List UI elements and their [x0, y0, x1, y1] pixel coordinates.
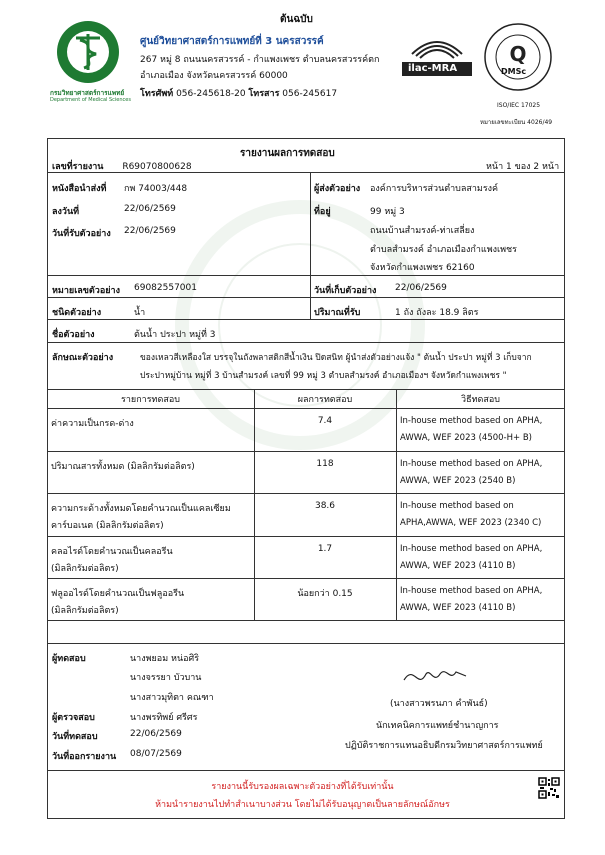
quantity: 1 ถัง ถังละ 18.9 ลิตร: [395, 308, 479, 318]
sample-desc-line-2: ประปาหมู่บ้าน หมู่ที่ 3 บ้านสำมรงค์ เลขที่ 99 หมู่ 3 ตำบลสำมรงค์ อำเภอเมืองฯ จังหวัดกำแพงเพชร ": [140, 371, 507, 381]
sender-label: ผู้ส่งตัวอย่าง: [314, 184, 361, 194]
address-line-4: จังหวัดกำแพงเพชร 62160: [370, 263, 475, 273]
ilac-mra-logo: [400, 36, 474, 80]
svg-text:Q: Q: [509, 42, 527, 66]
test-result: 38.6: [314, 501, 336, 511]
tester-2: นางจรรยา บัวบาน: [130, 673, 202, 683]
sample-type-label: ชนิดตัวอย่าง: [52, 308, 102, 318]
tester-label: ผู้ทดสอบ: [52, 654, 86, 664]
footer-note-2: ห้ามนำรายงานไปทำสำเนาบางส่วน โดยไม่ได้รับอนุญาตเป็นลายลักษณ์อักษร: [155, 800, 450, 810]
col-header-item: รายการทดสอบ: [121, 395, 180, 405]
test-method: AWWA, WEF 2023 (4110 B): [400, 561, 516, 571]
test-item: ฟลูออไรด์โดยคำนวณเป็นฟลูออรีน: [51, 589, 185, 599]
page-info: หน้า 1 ของ 2 หน้า: [486, 162, 560, 172]
test-item: (มิลลิกรัมต่อลิตร): [51, 606, 119, 616]
test-result: น้อยกว่า 0.15: [297, 589, 353, 599]
iso-standard: ISO/IEC 17025: [497, 102, 541, 109]
signer-position-1: นักเทคนิคการแพทย์ชำนาญการ: [376, 721, 499, 731]
test-method: AWWA, WEF 2023 (4110 B): [400, 603, 516, 613]
phone: 056-245618-20: [176, 89, 246, 99]
divider: [396, 389, 397, 620]
divider: [47, 172, 565, 173]
test-method: In-house method based on APHA,: [400, 416, 543, 426]
divider: [47, 643, 565, 644]
divider: [47, 319, 565, 320]
signer-name: (นางสาวพรนภา คำพันธ์): [390, 699, 488, 709]
collect-date-label: วันที่เก็บตัวอย่าง: [314, 286, 377, 296]
checker: นางพรทิพย์ ศรีศร: [130, 713, 198, 723]
test-method: APHA,AWWA, WEF 2023 (2340 C): [400, 518, 542, 528]
received-date-label: วันที่รับตัวอย่าง: [52, 229, 111, 239]
divider: [47, 297, 565, 298]
qa-dmsc-logo: [483, 22, 553, 92]
phone-label: โทรศัพท์: [140, 89, 174, 99]
letter-no: กพ 74003/448: [124, 184, 188, 194]
col-header-method: วิธีทดสอบ: [461, 395, 500, 405]
divider: [47, 493, 565, 494]
test-item: คลอไรด์โดยคำนวณเป็นคลอรีน: [51, 547, 173, 557]
test-method: In-house method based on APHA,: [400, 459, 543, 469]
test-item: ปริมาณสารทั้งหมด (มิลลิกรัมต่อลิตร): [51, 462, 195, 472]
report-date: 08/07/2569: [130, 749, 182, 759]
letter-label: หนังสือนำส่งที่: [52, 184, 107, 194]
test-item: (มิลลิกรัมต่อลิตร): [51, 564, 119, 574]
checker-label: ผู้ตรวจสอบ: [52, 713, 95, 723]
test-result: 7.4: [317, 416, 333, 426]
dmsc-label: DMSc: [501, 67, 527, 76]
tester-3: นางสาวมุทิตา คณฑา: [130, 693, 214, 703]
sender: องค์การบริหารส่วนตำบลสามรงค์: [370, 184, 499, 194]
quantity-label: ปริมาณที่รับ: [314, 308, 361, 318]
test-method: AWWA, WEF 2023 (4500-H+ B): [400, 433, 532, 443]
sample-name-label: ชื่อตัวอย่าง: [52, 330, 95, 340]
test-result: 118: [316, 459, 334, 469]
sample-name: ต้นน้ำ ประปา หมู่ที่ 3: [134, 330, 216, 340]
sample-desc-label: ลักษณะตัวอย่าง: [52, 353, 114, 363]
signature: [400, 660, 470, 692]
center-address-2: อำเภอเมือง จังหวัดนครสวรรค์ 60000: [140, 71, 288, 81]
fax-label: โทรสาร: [248, 89, 280, 99]
test-item: ค่าความเป็นกรด-ด่าง: [51, 419, 134, 429]
divider: [47, 342, 565, 343]
tester-1: นางพยอม หน่อศิริ: [130, 654, 200, 664]
dept-name-th: กรมวิทยาศาสตร์การแพทย์: [50, 89, 125, 97]
test-method: In-house method based on: [400, 501, 514, 511]
test-date-label: วันที่ทดสอบ: [52, 732, 98, 742]
date-label: ลงวันที่: [52, 207, 80, 217]
test-result: 1.7: [317, 544, 333, 554]
footer-note-1: รายงานนี้รับรองผลเฉพาะตัวอย่างที่ได้รับเท่านั้น: [211, 782, 394, 792]
address-line-2: ถนนบ้านสำมรงค์-ท่าเสลี่ยง: [370, 226, 475, 236]
signer-position-2: ปฏิบัติราชการแทนอธิบดีกรมวิทยาศาสตร์การแพทย์: [345, 741, 543, 751]
divider: [310, 172, 311, 275]
divider: [47, 389, 565, 390]
address-label: ที่อยู่: [314, 207, 331, 217]
sample-no: 69082557001: [134, 283, 197, 293]
col-header-result: ผลการทดสอบ: [297, 395, 353, 405]
collect-date: 22/06/2569: [395, 283, 447, 293]
divider: [47, 275, 565, 276]
report-title: รายงานผลการทดสอบ: [240, 148, 335, 159]
center-name: ศูนย์วิทยาศาสตร์การแพทย์ที่ 3 นครสวรรค์: [140, 36, 324, 47]
test-item: คาร์บอเนต (มิลลิกรัมต่อลิตร): [51, 521, 164, 531]
divider: [47, 408, 565, 409]
sample-desc-line-1: ของเหลวสีเหลืองใส บรรจุในถังพลาสติกสีน้ำเงิน ปิดสนิท ผู้นำส่งตัวอย่างแจ้ง " ต้นน้ำ ประปา หมู่ที่ 3 เก็บจาก: [140, 353, 532, 363]
test-method: AWWA, WEF 2023 (2540 B): [400, 476, 516, 486]
dept-name-en: Department of Medical Sciences: [50, 97, 131, 103]
copy-label: ต้นฉบับ: [280, 14, 313, 25]
center-address-1: 267 หมู่ 8 ถนนนครสวรรค์ - กำแพงเพชร ตำบลนครสวรรค์ตก: [140, 55, 380, 65]
registration-no: หมายเลขทะเบียน 4026/49: [480, 119, 553, 126]
qr-code: [538, 777, 560, 799]
fax: 056-245617: [282, 89, 338, 99]
sample-type: น้ำ: [134, 308, 146, 318]
divider: [47, 536, 565, 537]
divider: [47, 451, 565, 452]
ministry-logo: [56, 20, 120, 84]
divider: [47, 770, 565, 771]
sample-no-label: หมายเลขตัวอย่าง: [52, 286, 120, 296]
test-date: 22/06/2569: [130, 729, 182, 739]
divider: [47, 620, 565, 621]
address-line-3: ตำบลสำมรงค์ อำเภอเมืองกำแพงเพชร: [370, 245, 517, 255]
ilac-label: ilac-MRA: [408, 63, 458, 74]
test-method: In-house method based on APHA,: [400, 586, 543, 596]
letter-date: 22/06/2569: [124, 204, 176, 214]
received-date: 22/06/2569: [124, 226, 176, 236]
test-item: ความกระด้างทั้งหมดโดยคำนวณเป็นแคลเซียม: [51, 504, 231, 514]
divider: [47, 578, 565, 579]
report-no-label: เลขที่รายงาน: [52, 162, 104, 172]
report-no: R69070800628: [122, 162, 192, 172]
test-method: In-house method based on APHA,: [400, 544, 543, 554]
address-line-1: 99 หมู่ 3: [370, 207, 405, 217]
report-date-label: วันที่ออกรายงาน: [52, 752, 117, 762]
